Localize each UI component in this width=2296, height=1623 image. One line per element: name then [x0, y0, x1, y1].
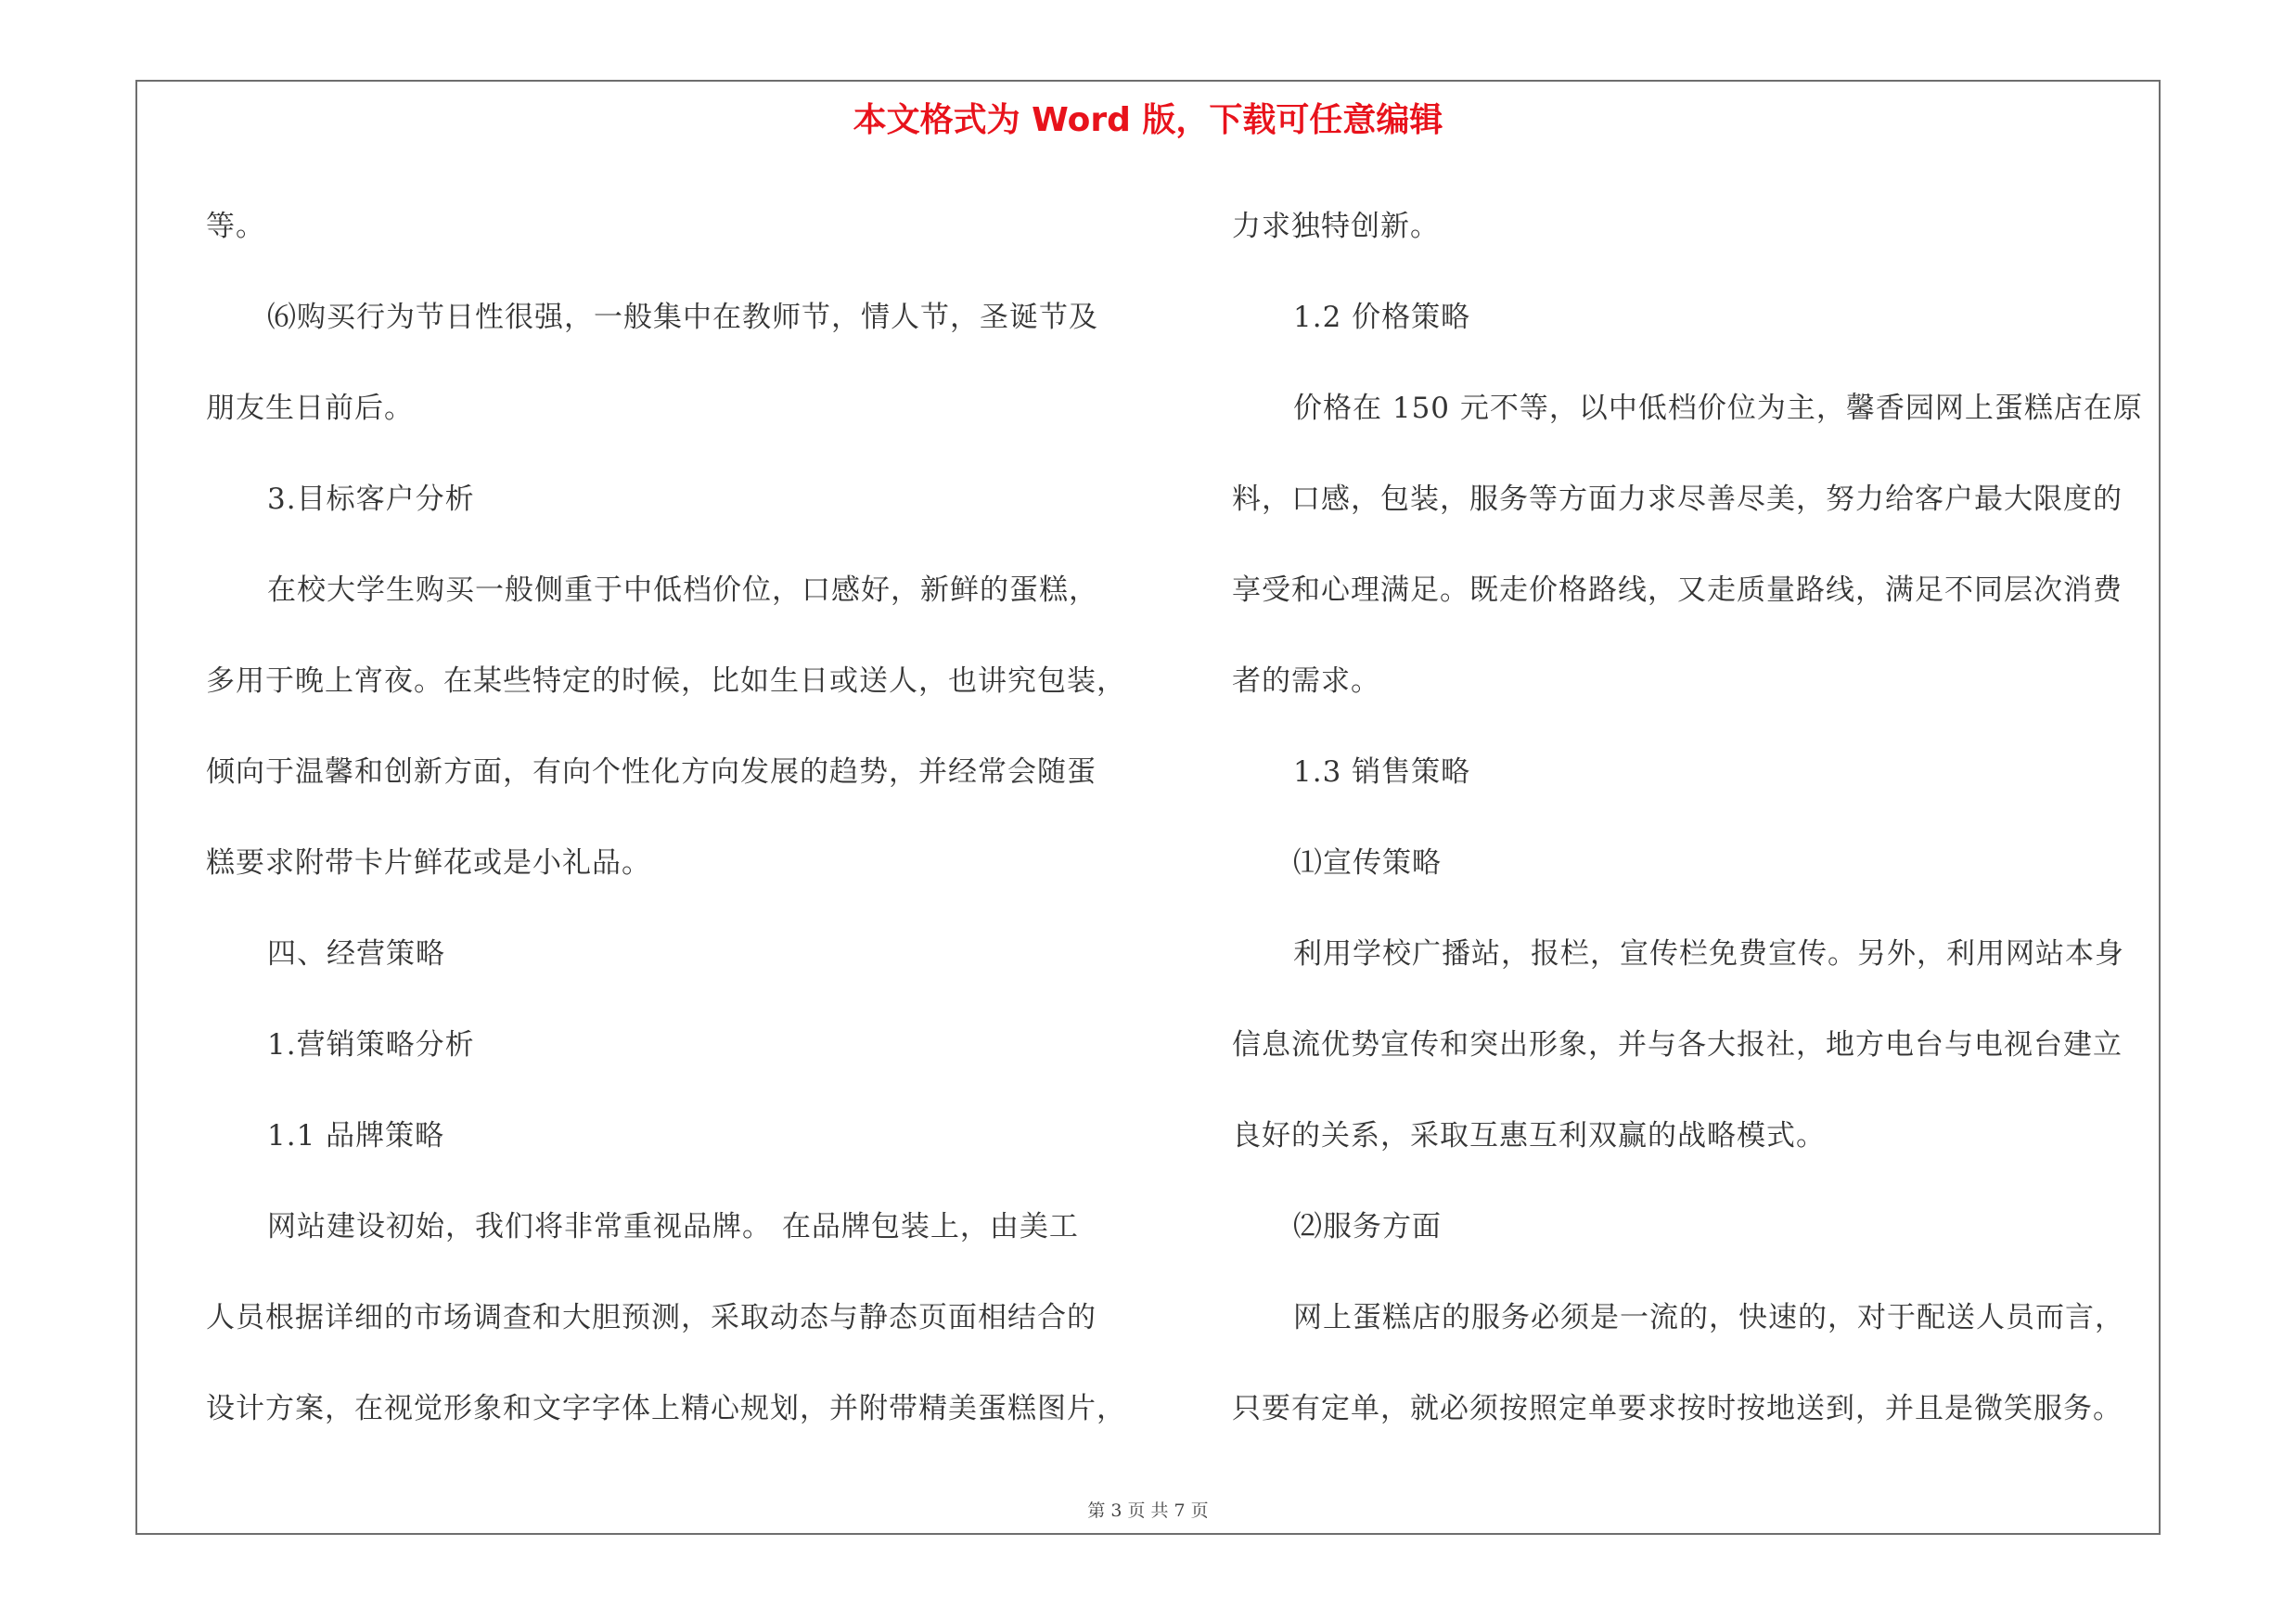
page-number-footer: 第 3 页 共 7 页: [1087, 1501, 1209, 1521]
section-heading: ⑴宣传策略: [1293, 846, 1442, 880]
section-heading: 1.2 价格策略: [1293, 301, 1471, 334]
paragraph-line: 等。: [206, 210, 265, 243]
document-header-notice: 本文格式为 Word 版，下载可任意编辑: [853, 101, 1443, 139]
paragraph-line: 信息流优势宣传和突出形象，并与各大报社，地方电台与电视台建立: [1232, 1028, 2123, 1062]
paragraph-line: 朋友生日前后。: [206, 392, 414, 425]
right-text-column: [1232, 181, 2280, 1454]
paragraph-line: 享受和心理满足。既走价格路线，又走质量路线，满足不同层次消费: [1232, 573, 2123, 607]
section-heading: 3.目标客户分析: [267, 483, 475, 516]
paragraph-line: 只要有定单，就必须按照定单要求按时按地送到，并且是微笑服务。: [1232, 1392, 2123, 1425]
section-heading: 1.1 品牌策略: [267, 1119, 445, 1153]
paragraph-line: 倾向于温馨和创新方面，有向个性化方向发展的趋势，并经常会随蛋: [206, 755, 1097, 789]
paragraph-line: 良好的关系，采取互惠互利双赢的战略模式。: [1232, 1119, 1826, 1153]
paragraph-line: 者的需求。: [1232, 664, 1380, 698]
paragraph-line: 人员根据详细的市场调查和大胆预测，采取动态与静态页面相结合的: [206, 1301, 1097, 1334]
section-heading: 1.营销策略分析: [267, 1028, 475, 1062]
paragraph-line: 料，口感，包装，服务等方面力求尽善尽美，努力给客户最大限度的: [1232, 483, 2123, 516]
paragraph-line: 设计方案，在视觉形象和文字字体上精心规划，并附带精美蛋糕图片，: [206, 1392, 1126, 1425]
section-heading: 1.3 销售策略: [1293, 755, 1471, 789]
paragraph-line: 多用于晚上宵夜。在某些特定的时候，比如生日或送人，也讲究包装，: [206, 664, 1126, 698]
paragraph-line: ⑹购买行为节日性很强，一般集中在教师节，情人节，圣诞节及: [267, 301, 1098, 334]
left-text-column: [206, 181, 1254, 1454]
paragraph-line: 网上蛋糕店的服务必须是一流的，快速的，对于配送人员而言，: [1293, 1301, 2124, 1334]
paragraph-line: 糕要求附带卡片鲜花或是小礼品。: [206, 846, 651, 880]
paragraph-line: 在校大学生购买一般侧重于中低档价位，口感好，新鲜的蛋糕，: [267, 573, 1098, 607]
paragraph-line: 网站建设初始，我们将非常重视品牌。 在品牌包装上，由美工: [267, 1210, 1079, 1243]
section-heading: ⑵服务方面: [1293, 1210, 1442, 1243]
section-heading: 四、经营策略: [267, 937, 445, 971]
paragraph-line: 利用学校广播站，报栏，宣传栏免费宣传。另外，利用网站本身: [1293, 937, 2124, 971]
paragraph-line: 价格在 150 元不等，以中低档价位为主，馨香园网上蛋糕店在原: [1293, 392, 2143, 425]
paragraph-line: 力求独特创新。: [1232, 210, 1440, 243]
